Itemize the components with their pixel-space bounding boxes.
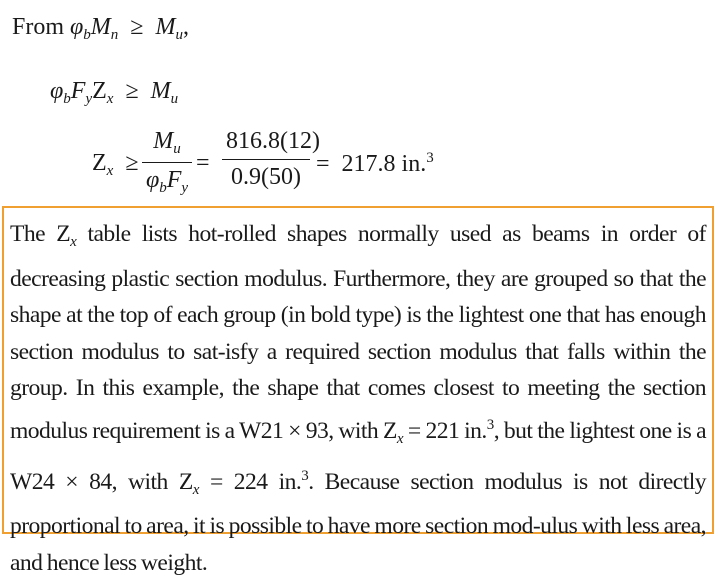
result-expression xyxy=(316,150,434,178)
subscript: b xyxy=(63,91,71,107)
subscript: u xyxy=(175,27,183,43)
subscript: y xyxy=(181,180,189,196)
fraction-numerator: 816.8(12) xyxy=(222,128,310,160)
subscript: n xyxy=(110,27,119,43)
moment-symbol: M xyxy=(150,78,171,104)
subscript: u xyxy=(173,141,181,157)
section-modulus-symbol: Z xyxy=(92,78,107,104)
moment-symbol: M xyxy=(90,14,111,40)
subscript: b xyxy=(83,27,91,43)
phi-symbol: φ xyxy=(50,78,64,104)
yield-stress-symbol: F xyxy=(166,167,182,193)
fraction-denominator xyxy=(142,163,192,197)
equals-sign: = xyxy=(316,151,330,177)
result-value: 217.8 in. xyxy=(341,151,427,177)
subscript: x xyxy=(396,430,404,447)
subscript: u xyxy=(170,91,179,107)
subscript: y xyxy=(85,91,93,107)
text-run: . Because section modulus is not directly proportional to area, it is possible to have more section mod-ulus with less area, and hence less weight. xyxy=(10,468,706,576)
phi-symbol: φ xyxy=(70,14,84,40)
subscript: x xyxy=(106,163,114,179)
superscript: 3 xyxy=(486,416,494,433)
equation-line-3-lhs xyxy=(92,150,139,180)
subscript: x xyxy=(70,234,77,250)
text-run: table lists hot-rolled shapes normally used as beams in order of decreasing plastic section modulus. Furthermore, they are grouped so that the shape at the top of each group (in bold type) is the lightest one that has enough section modulus to sat-isfy a required section modulus that falls within the group. In this example, the shape that comes closest to meeting the section modulus requirement is a W21 × 93, with Z xyxy=(10,221,706,444)
equation-line-1 xyxy=(12,14,189,44)
text-run: The Z xyxy=(10,221,71,247)
fraction-numeric xyxy=(222,128,320,191)
text-run: = 224 in. xyxy=(198,468,302,495)
body-paragraph xyxy=(10,216,706,581)
section-modulus-symbol: Z xyxy=(92,150,107,176)
moment-symbol: M xyxy=(155,14,176,40)
fraction-mu-over-phifb xyxy=(142,128,192,197)
subscript: x xyxy=(192,481,199,498)
relation-symbol: ≥ xyxy=(125,150,139,176)
yield-stress-symbol: F xyxy=(70,78,86,104)
fraction-denominator: 0.9(50) xyxy=(231,164,301,190)
comma: , xyxy=(182,14,189,40)
text-run: , but the lightest one is a W24 × 84, with Z xyxy=(10,417,706,495)
subscript: x xyxy=(106,91,114,107)
phi-symbol: φ xyxy=(145,167,160,193)
superscript: 3 xyxy=(426,150,434,166)
relation-symbol: ≥ xyxy=(130,14,144,40)
fraction-numerator xyxy=(142,128,192,163)
superscript: 3 xyxy=(301,467,309,484)
relation-symbol: ≥ xyxy=(125,78,139,104)
equation-line-2 xyxy=(50,78,178,108)
subscript: b xyxy=(159,180,167,196)
highlighted-paragraph-box xyxy=(2,206,714,576)
moment-symbol: M xyxy=(153,128,174,154)
from-label: From xyxy=(12,14,65,40)
text-run: = 221 in. xyxy=(403,417,487,444)
equals-sign: = xyxy=(196,150,210,176)
